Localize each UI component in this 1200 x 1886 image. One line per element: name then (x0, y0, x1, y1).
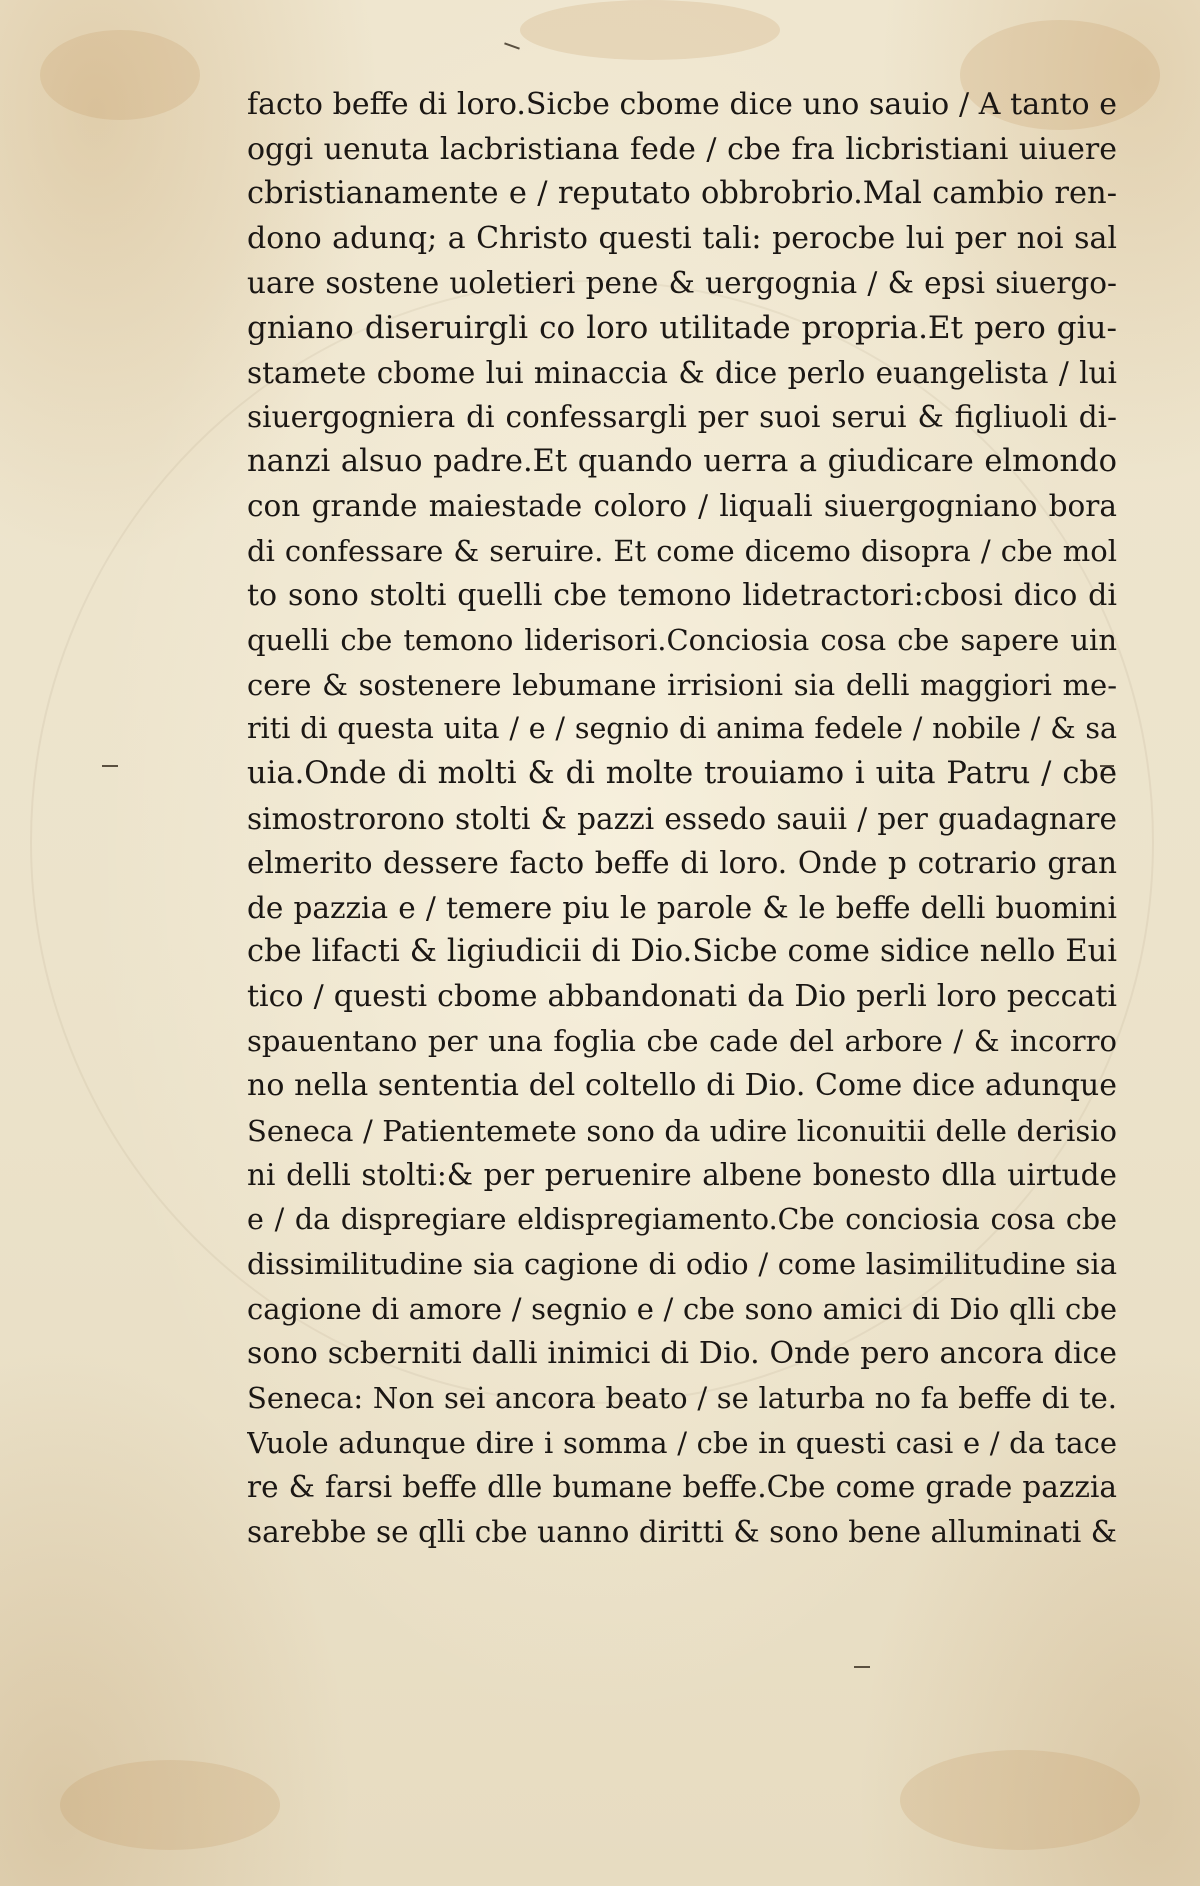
foxing-stain (900, 1750, 1140, 1850)
text-line: e / da dispregiare eldispregiamento.Cbe conciosia cosa cbe (247, 1202, 1117, 1236)
text-line: siuergogniera di confessargli per suoi serui & figliuoli di- (247, 400, 1117, 435)
text-line: to sono stolti quelli cbe temono lidetractori:cbosi dico di (247, 577, 1117, 613)
text-line: ni delli stolti:& per peruenire albene bonesto dlla uirtude (247, 1158, 1117, 1193)
text-line: oggi uenuta lacbristiana fede / cbe fra licbristiani uiuere (247, 131, 1117, 167)
text-line: riti di questa uita / e / segnio di anima fedele / nobile / & sa (247, 712, 1117, 746)
margin-mark (102, 765, 118, 767)
text-line: gniano diseruirgli co loro utilitade propria.Et pero giu- (247, 309, 1117, 346)
text-line: cbristianamente e / reputato obbrobrio.Mal cambio ren- (247, 176, 1117, 212)
text-line: elmerito dessere facto beffe di loro. Onde p cotrario gran (247, 846, 1117, 881)
text-line: Seneca / Patientemete sono da udire liconuitii delle derisio (247, 1113, 1117, 1148)
text-line: di confessare & seruire. Et come dicemo disopra / cbe mol (247, 533, 1117, 568)
text-line: stamete cbome lui minaccia & dice perlo euangelista / lui (247, 355, 1117, 390)
text-line: Seneca: Non sei ancora beato / se laturba no fa beffe di te. (247, 1381, 1117, 1416)
text-line: facto beffe di loro.Sicbe cbome dice uno sauio / A tanto e (247, 87, 1117, 122)
text-line: no nella sententia del coltello di Dio. Come dice adunque (247, 1068, 1117, 1104)
text-block (247, 83, 1117, 1555)
margin-mark (504, 42, 520, 49)
text-line: re & farsi beffe dlle bumane beffe.Cbe come grade pazzia (247, 1470, 1117, 1505)
text-line: uare sostene uoletieri pene & uergognia / & epsi siuergo- (247, 266, 1117, 301)
text-line: dissimilitudine sia cagione di odio / come lasimilitudine sia (247, 1247, 1117, 1282)
text-line: cbe lifacti & ligiudicii di Dio.Sicbe come sidice nello Eui (247, 934, 1117, 970)
margin-mark (854, 1666, 870, 1668)
text-line: quelli cbe temono liderisori.Conciosia cosa cbe sapere uin (247, 623, 1117, 658)
foxing-stain (520, 0, 780, 60)
text-line: uia.Onde di molti & di molte trouiamo i uita Patru / cbe (247, 755, 1117, 791)
foxing-stain (40, 30, 200, 120)
text-line: de pazzia e / temere piu le parole & le beffe delli buomini (247, 890, 1117, 925)
text-line: con grande maiestade coloro / liquali siuergogniano bora (247, 489, 1117, 524)
text-line: cere & sostenere lebumane irrisioni sia delli maggiori me- (247, 667, 1117, 702)
text-line: Vuole adunque dire i somma / cbe in questi casi e / da tace (247, 1425, 1117, 1460)
text-line: dono adunq; a Christo questi tali: perocbe lui per noi sal (247, 220, 1117, 256)
text-line: simostrorono stolti & pazzi essedo sauii / per guadagnare (247, 801, 1117, 836)
text-line: sarebbe se qlli cbe uanno diritti & sono bene alluminati & (247, 1515, 1117, 1549)
text-line: tico / questi cbome abbandonati da Dio perli loro peccati (247, 978, 1117, 1014)
text-line: spauentano per una foglia cbe cade del arbore / & incorro (247, 1024, 1117, 1059)
text-line: cagione di amore / segnio e / cbe sono amici di Dio qlli cbe (247, 1292, 1117, 1327)
foxing-stain (60, 1760, 280, 1850)
text-line: sono scberniti dalli inimici di Dio. Onde pero ancora dice (247, 1335, 1117, 1371)
text-line: nanzi alsuo padre.Et quando uerra a giudicare elmondo (247, 443, 1117, 479)
